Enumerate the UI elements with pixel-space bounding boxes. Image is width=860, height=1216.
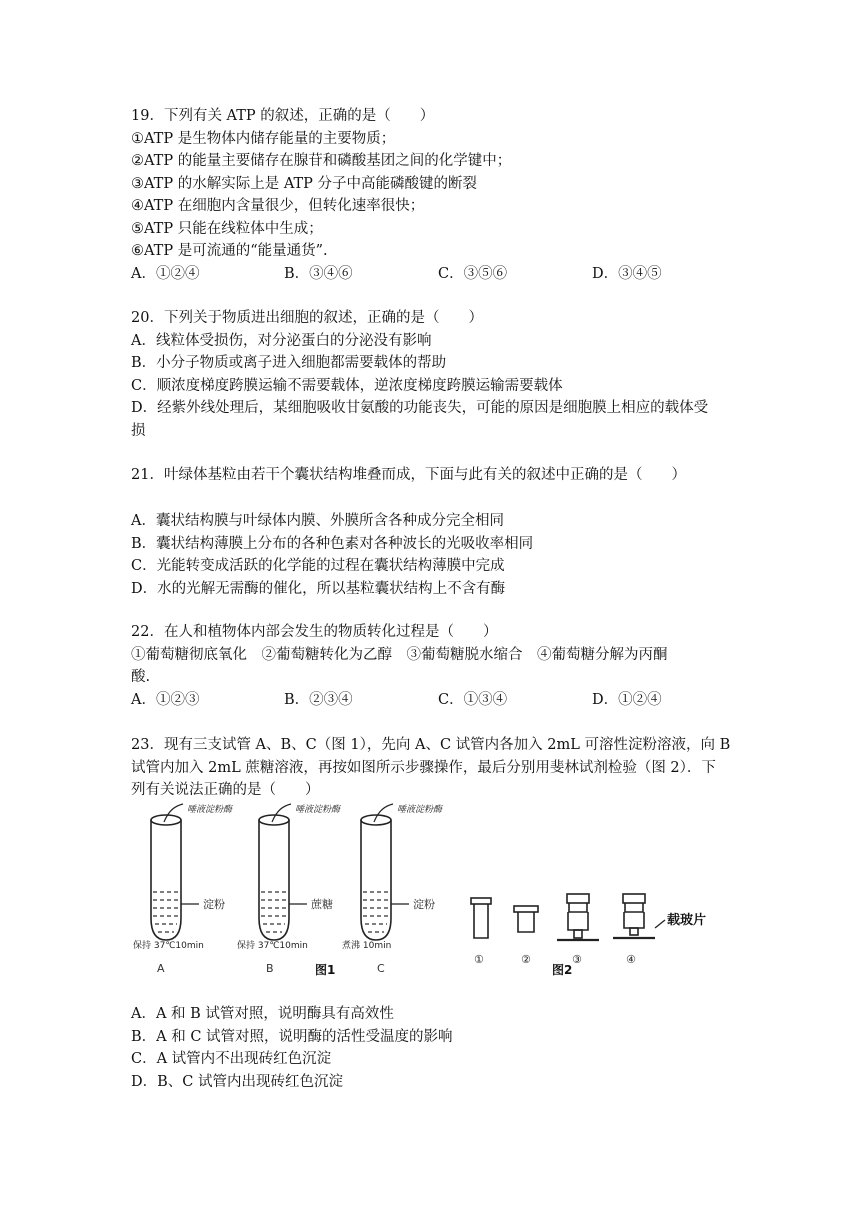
option-c: C．A 试管内不出现砖红色沉淀: [131, 1051, 332, 1067]
option-b: B．②③④: [284, 691, 353, 708]
apparatus-2: [514, 906, 538, 932]
tube-a-enzyme-label: 唾液淀粉酶: [187, 805, 233, 815]
question-23-stem: 23．现有三支试管 A、B、C（图 1），先向 A、C 试管内各加入 2mL 可溶性淀粉溶液，向 B: [131, 737, 731, 753]
option-d: D．①②④: [592, 691, 662, 708]
question-19-options: [131, 263, 731, 286]
apparatus-4: [613, 894, 665, 938]
question-19-item: ①ATP 是生物体内储存能量的主要物质；: [131, 130, 396, 147]
option-d: D．水的光解无需酶的催化，所以基粒囊状结构上不含有酶: [131, 580, 506, 597]
option-a: A．线粒体受损伤，对分泌蛋白的分泌没有影响: [131, 332, 432, 349]
question-23: [131, 734, 731, 802]
tube-b-content-label: 蔗糖: [311, 898, 333, 911]
tube-c-letter: C: [377, 962, 385, 975]
option-a: A．A 和 B 试管对照，说明酶具有高效性: [131, 1006, 394, 1022]
question-22-items-continued: 酸.: [131, 669, 151, 685]
question-22-items: ①葡萄糖彻底氧化 ②葡萄糖转化为乙醇 ③葡萄糖脱水缩合 ④葡萄糖分解为丙酮: [131, 646, 668, 663]
option-d: D．经紫外线处理后，某细胞吸收甘氨酸的功能丧失，可能的原因是细胞膜上相应的载体受: [131, 400, 709, 416]
apparatus-3-number: ③: [572, 953, 582, 966]
question-23-stem: 列有关说法正确的是（ ）: [131, 782, 320, 798]
apparatus-1: [471, 898, 491, 938]
question-19-item: ⑤ATP 只能在线粒体中生成；: [131, 220, 323, 237]
tube-b-condition-label: 保持 37℃10min: [237, 941, 308, 951]
option-a: A．①②④: [131, 265, 200, 282]
apparatus-1-number: ①: [474, 953, 484, 966]
question-23-stem: 试管内加入 2mL 蔗糖溶液，再按如图所示步骤操作，最后分别用斐林试剂检验（图 2）．下: [131, 759, 716, 776]
question-19-item: ④ATP 在细胞内含量很少，但转化速率很快；: [131, 198, 425, 214]
tube-a-letter: A: [157, 962, 165, 975]
tube-c-enzyme-label: 唾液淀粉酶: [397, 805, 443, 815]
figure-1-caption: 图1: [315, 963, 336, 977]
question-19-item: ③ATP 的水解实际上是 ATP 分子中高能磷酸键的断裂: [131, 175, 478, 192]
option-d-continued: 损: [131, 422, 146, 439]
figure-2-caption: 图2: [552, 963, 573, 977]
question-22: [131, 621, 731, 711]
option-a: A．①②③: [131, 691, 200, 708]
question-19: [131, 105, 731, 285]
option-b: B．小分子物质或离子进入细胞都需要载体的帮助: [131, 355, 447, 371]
tube-c-content-label: 淀粉: [413, 898, 435, 911]
question-22-stem: 22．在人和植物体内部会发生的物质转化过程是（ ）: [131, 624, 498, 640]
question-21-stem: 21．叶绿体基粒由若干个囊状结构堆叠而成，下面与此有关的叙述中正确的是（ ）: [131, 467, 686, 483]
option-d: D．B、C 试管内出现砖红色沉淀: [131, 1073, 343, 1090]
question-21: [131, 464, 731, 487]
apparatus-4-number: ④: [626, 953, 636, 966]
tube-c-condition-label: 煮沸 10min: [342, 941, 392, 951]
question-20: [131, 307, 731, 442]
test-tube-a: [151, 804, 199, 940]
test-tube-b: [259, 804, 307, 940]
question-19-item: ⑥ATP 是可流通的“能量通货”.: [131, 243, 328, 259]
tube-b-enzyme-label: 唾液淀粉酶: [295, 805, 341, 815]
option-c: C．顺浓度梯度跨膜运输不需要载体，逆浓度梯度跨膜运输需要载体: [131, 377, 563, 394]
apparatus-3: [557, 894, 599, 940]
option-c: C．①③④: [438, 691, 508, 708]
experiment-figure: [131, 800, 706, 985]
slide-label: 载玻片: [667, 913, 706, 928]
apparatus-2-number: ②: [521, 953, 531, 966]
option-d: D．③④⑤: [592, 265, 662, 282]
question-23-options: [131, 1003, 731, 1093]
question-21-options: [131, 510, 731, 600]
option-b: B．A 和 C 试管对照，说明酶的活性受温度的影响: [131, 1028, 453, 1045]
option-c: C．③⑤⑥: [438, 265, 508, 282]
test-tube-c: [361, 804, 409, 940]
question-19-stem: 19．下列有关 ATP 的叙述，正确的是（ ）: [131, 108, 435, 124]
tube-a-condition-label: 保持 37℃10min: [133, 941, 204, 951]
tube-a-content-label: 淀粉: [203, 898, 225, 911]
option-c: C．光能转变成活跃的化学能的过程在囊状结构薄膜中完成: [131, 558, 505, 574]
tube-b-letter: B: [266, 962, 274, 975]
option-b: B．③④⑥: [284, 265, 353, 282]
question-22-options: [131, 689, 731, 712]
option-b: B．囊状结构薄膜上分布的各种色素对各种波长的光吸收率相同: [131, 535, 534, 552]
question-19-item: ②ATP 的能量主要储存在腺苷和磷酸基团之间的化学键中；: [131, 153, 512, 169]
question-20-stem: 20．下列关于物质进出细胞的叙述，正确的是（ ）: [131, 310, 483, 326]
option-a: A．囊状结构膜与叶绿体内膜、外膜所含各种成分完全相同: [131, 513, 504, 529]
figure-illustration: [131, 800, 706, 985]
